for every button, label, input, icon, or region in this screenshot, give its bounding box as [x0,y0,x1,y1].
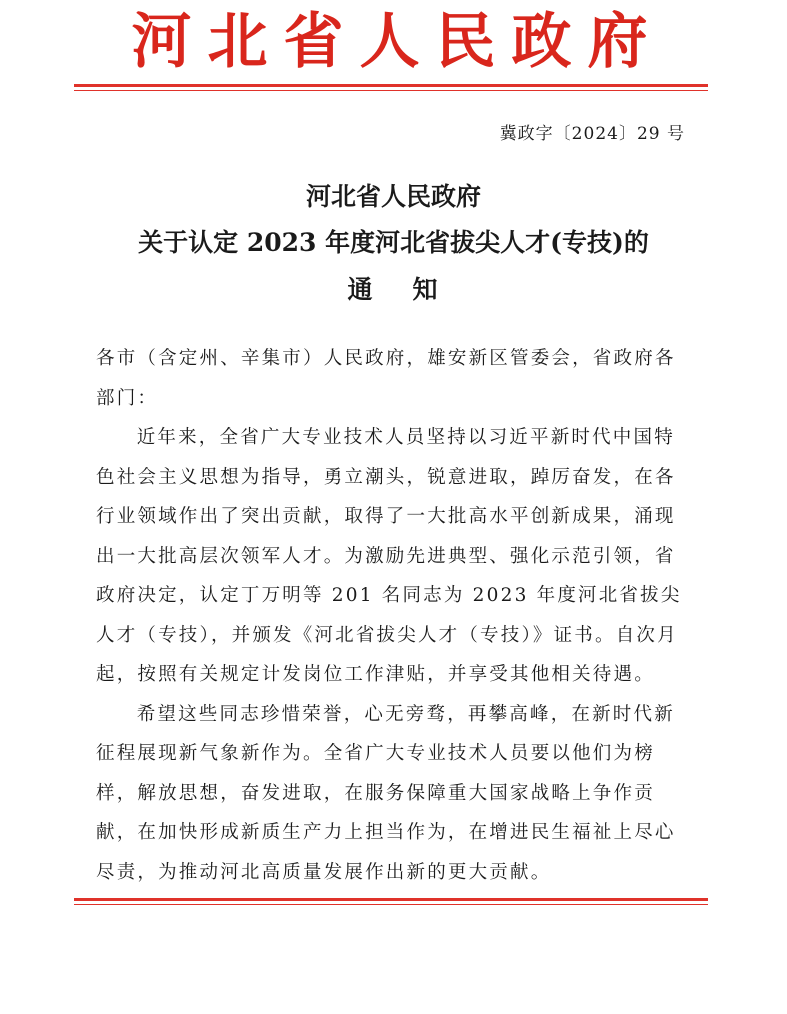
footer-rule-thin [74,904,708,905]
masthead-rule-thick [74,84,708,87]
title-line-notice: 通知 [347,275,478,304]
body-paragraph-2: 希望这些同志珍惜荣誉，心无旁骛，再攀高峰，在新时代新征程展现新气象新作为。全省广大专业技术人员要以他们为榜样，解放思想，奋发进取，在服务保障重大国家战略上争作贡献，在加快形成新质生产力上担当作为，在增进民生福祉上尽心尽责，为推动河北高质量发展作出新的更大贡献。 [96,703,676,883]
issuer-masthead: 河北省人民政府 [131,7,664,77]
title-line-subject: 关于认定 2023 年度河北省拔尖人才(专技)的 [138,228,649,257]
salutation: 各市（含定州、辛集市）人民政府，雄安新区管委会，省政府各部门： [96,348,676,409]
footer-rule-thick [74,898,708,901]
document-body [96,339,688,892]
document-number: 冀政字〔2024〕29 号 [499,124,685,144]
title-line-issuer: 河北省人民政府 [305,182,481,211]
body-paragraph-1: 近年来，全省广大专业技术人员坚持以习近平新时代中国特色社会主义思想为指导，勇立潮头，锐意进取，踔厉奋发，在各行业领域作出了突出贡献，取得了一大批高水平创新成果，涌现出一大批高层次领军人才。为激励先进典型、强化示范引领，省政府决定，认定丁万明等 201 名同志为 2023 年度河北省拔尖人才（专技），并颁发《河北省拔尖人才（专技）》证书。自次月起，按照有关规定计发岗位工作津贴，并享受其他相关待遇。 [96,427,682,685]
masthead-rule-thin [74,90,708,91]
